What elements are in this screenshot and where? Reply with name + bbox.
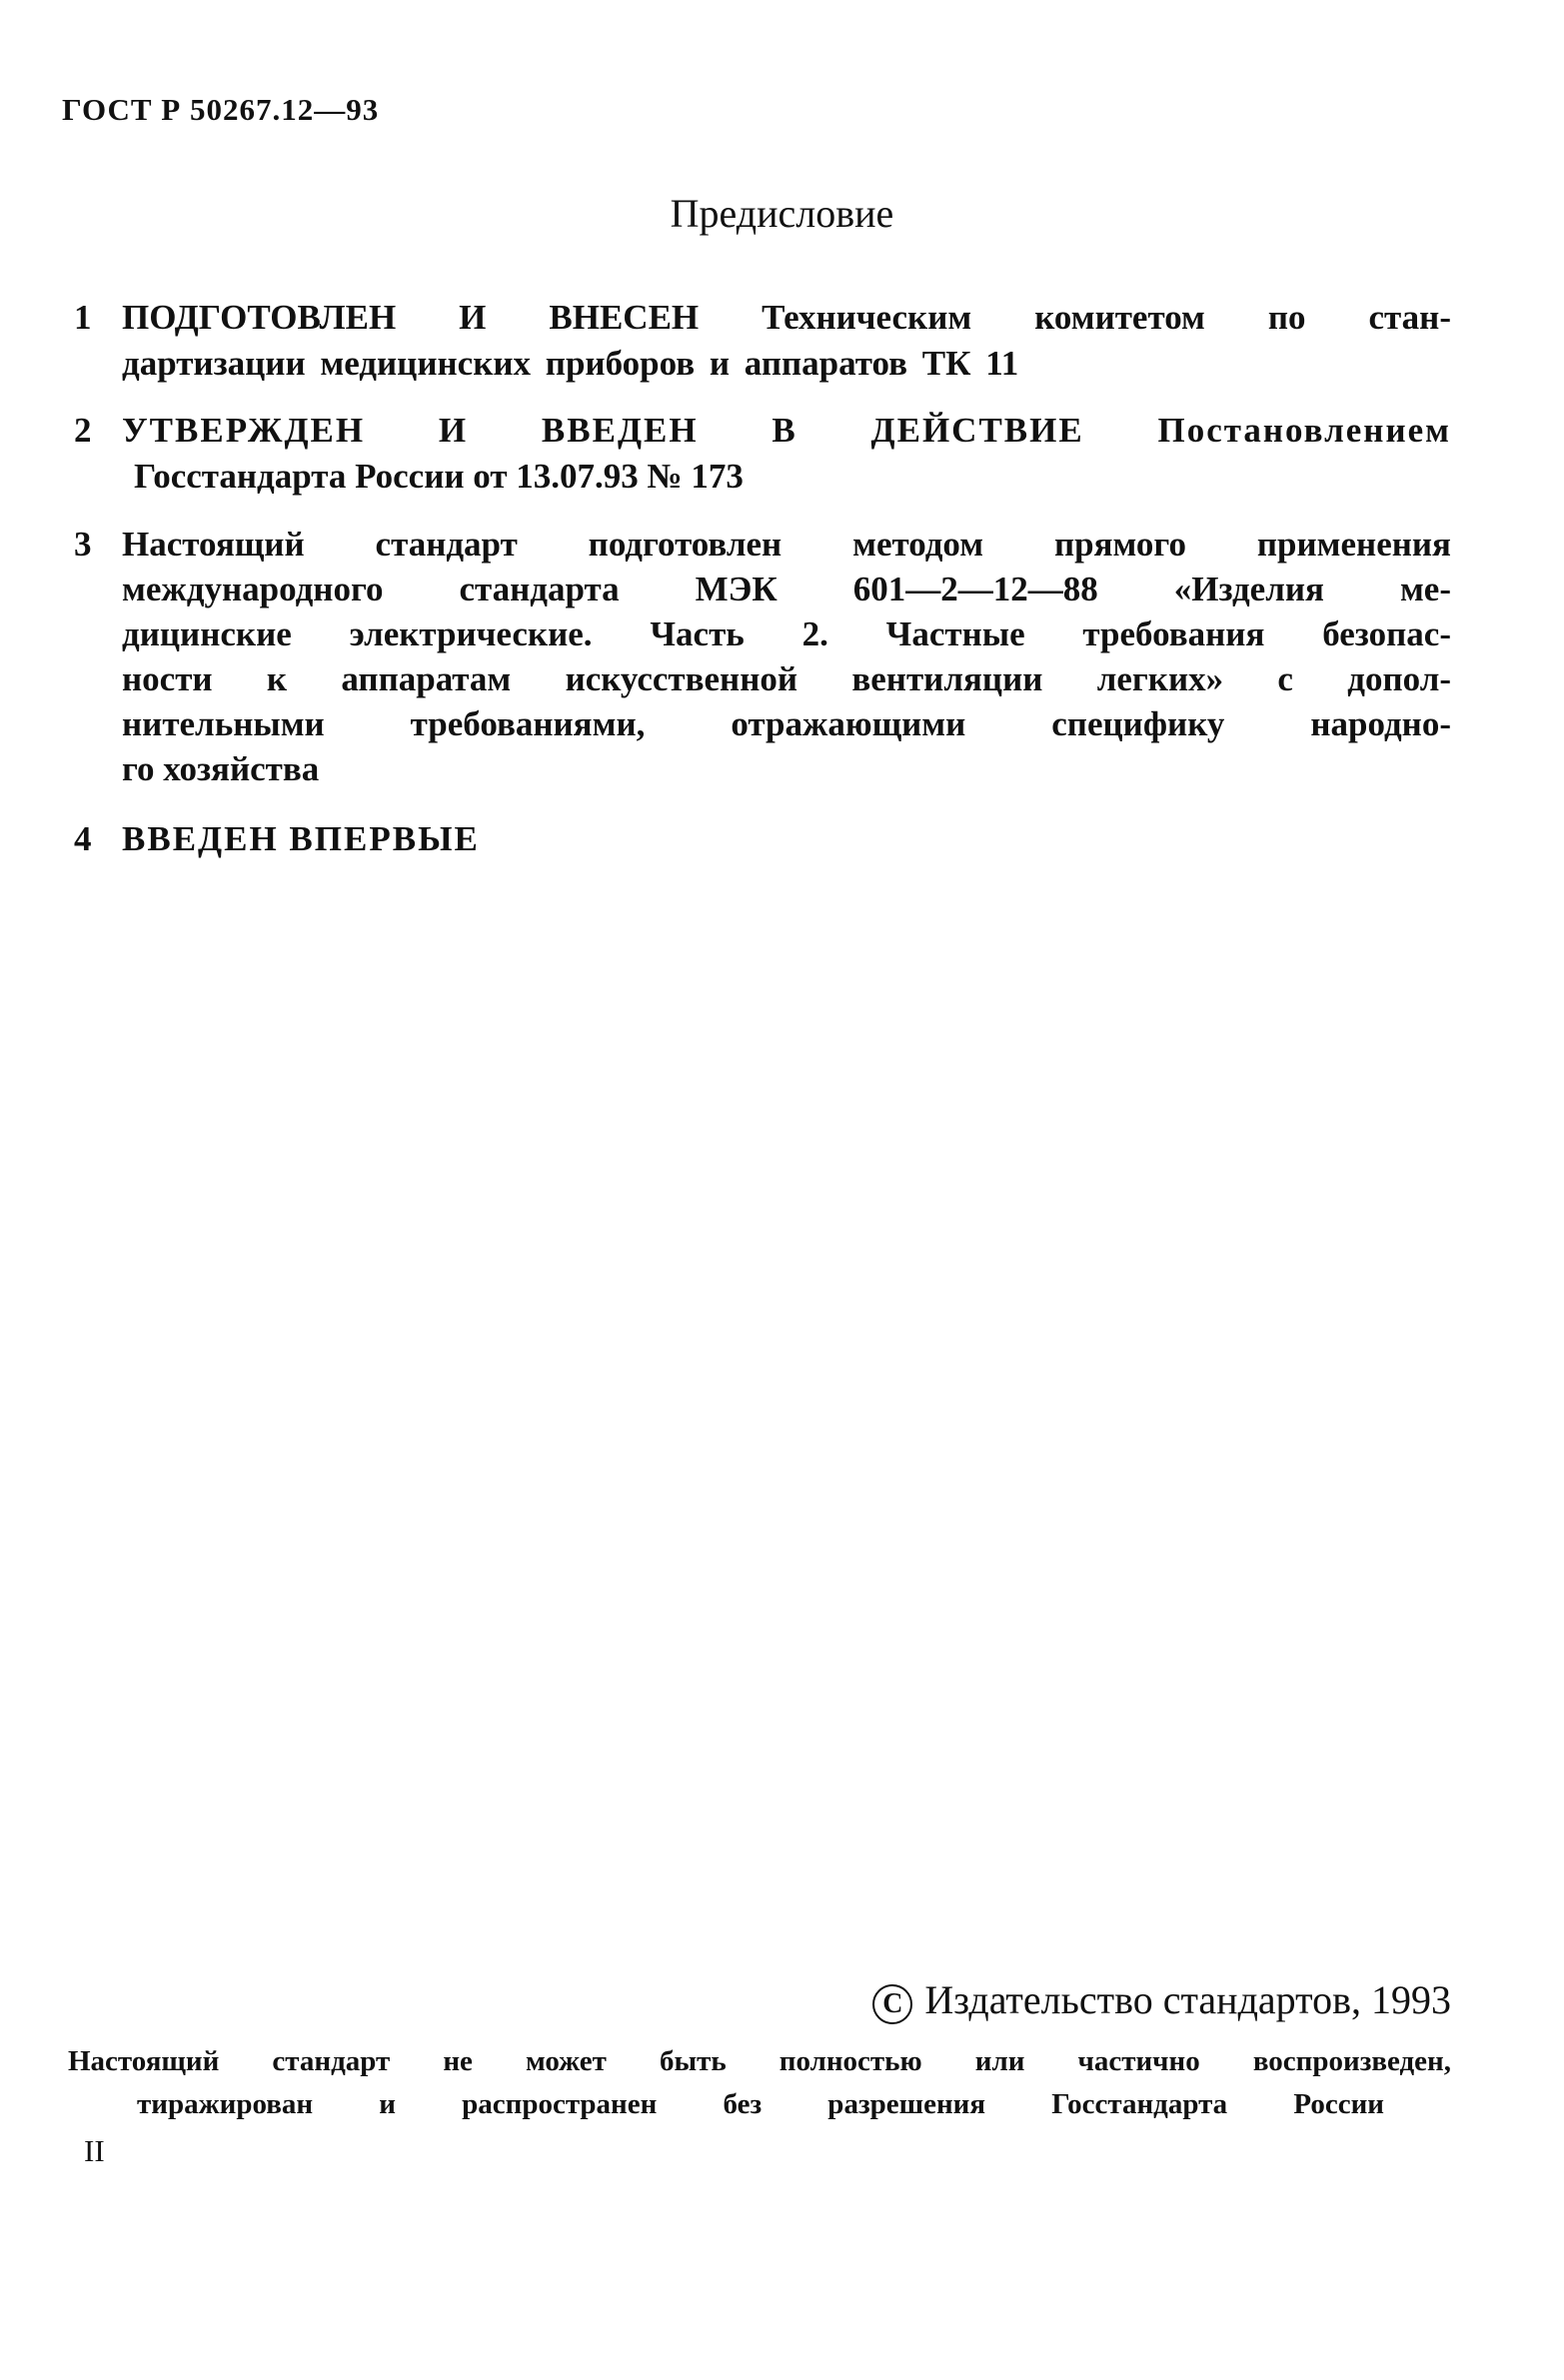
item-1-line-1: ПОДГОТОВЛЕН И ВНЕСЕН Техническим комитетом по стан- (122, 298, 1451, 337)
item-4-line-1: ВВЕДЕН ВПЕРВЫЕ (122, 819, 480, 858)
item-3-line-5: нительными требованиями, отражающими специфику народно- (122, 704, 1451, 743)
notice-line-2: тиражирован и распространен без разрешения Госстандарта России (137, 2088, 1384, 2120)
item-2-line-2: Госстандарта России от 13.07.93 № 173 (134, 457, 744, 496)
item-1-line-2: дартизации медицинских приборов и аппаратов ТК 11 (122, 344, 1019, 383)
item-3-line-1: Настоящий стандарт подготовлен методом прямого применения (122, 525, 1451, 564)
item-2-line-1: УТВЕРЖДЕН И ВВЕДЕН В ДЕЙСТВИЕ Постановлением (122, 411, 1451, 450)
copyright-icon: C (872, 1984, 912, 2024)
item-3-line-4: ности к аппаратам искусственной вентиляции легких» с допол- (122, 659, 1451, 698)
document-code: ГОСТ Р 50267.12—93 (62, 92, 380, 127)
item-3-line-6: го хозяйства (122, 749, 320, 788)
copyright (872, 1976, 1451, 2024)
item-number: 1 (74, 298, 92, 337)
page-title: Предисловие (670, 191, 894, 236)
page-number: II (84, 2133, 105, 2168)
item-3-line-3: дицинские электрические. Часть 2. Частные требования безопас- (122, 614, 1451, 653)
item-number: 4 (74, 819, 92, 858)
item-3-line-2: международного стандарта МЭК 601—2—12—88 «Изделия ме- (122, 570, 1451, 608)
copyright-text: Издательство стандартов, 1993 (924, 1977, 1451, 2022)
item-number: 2 (74, 411, 92, 450)
item-number: 3 (74, 525, 92, 564)
notice-line-1: Настоящий стандарт не может быть полностью или частично воспроизведен, (68, 2045, 1451, 2077)
